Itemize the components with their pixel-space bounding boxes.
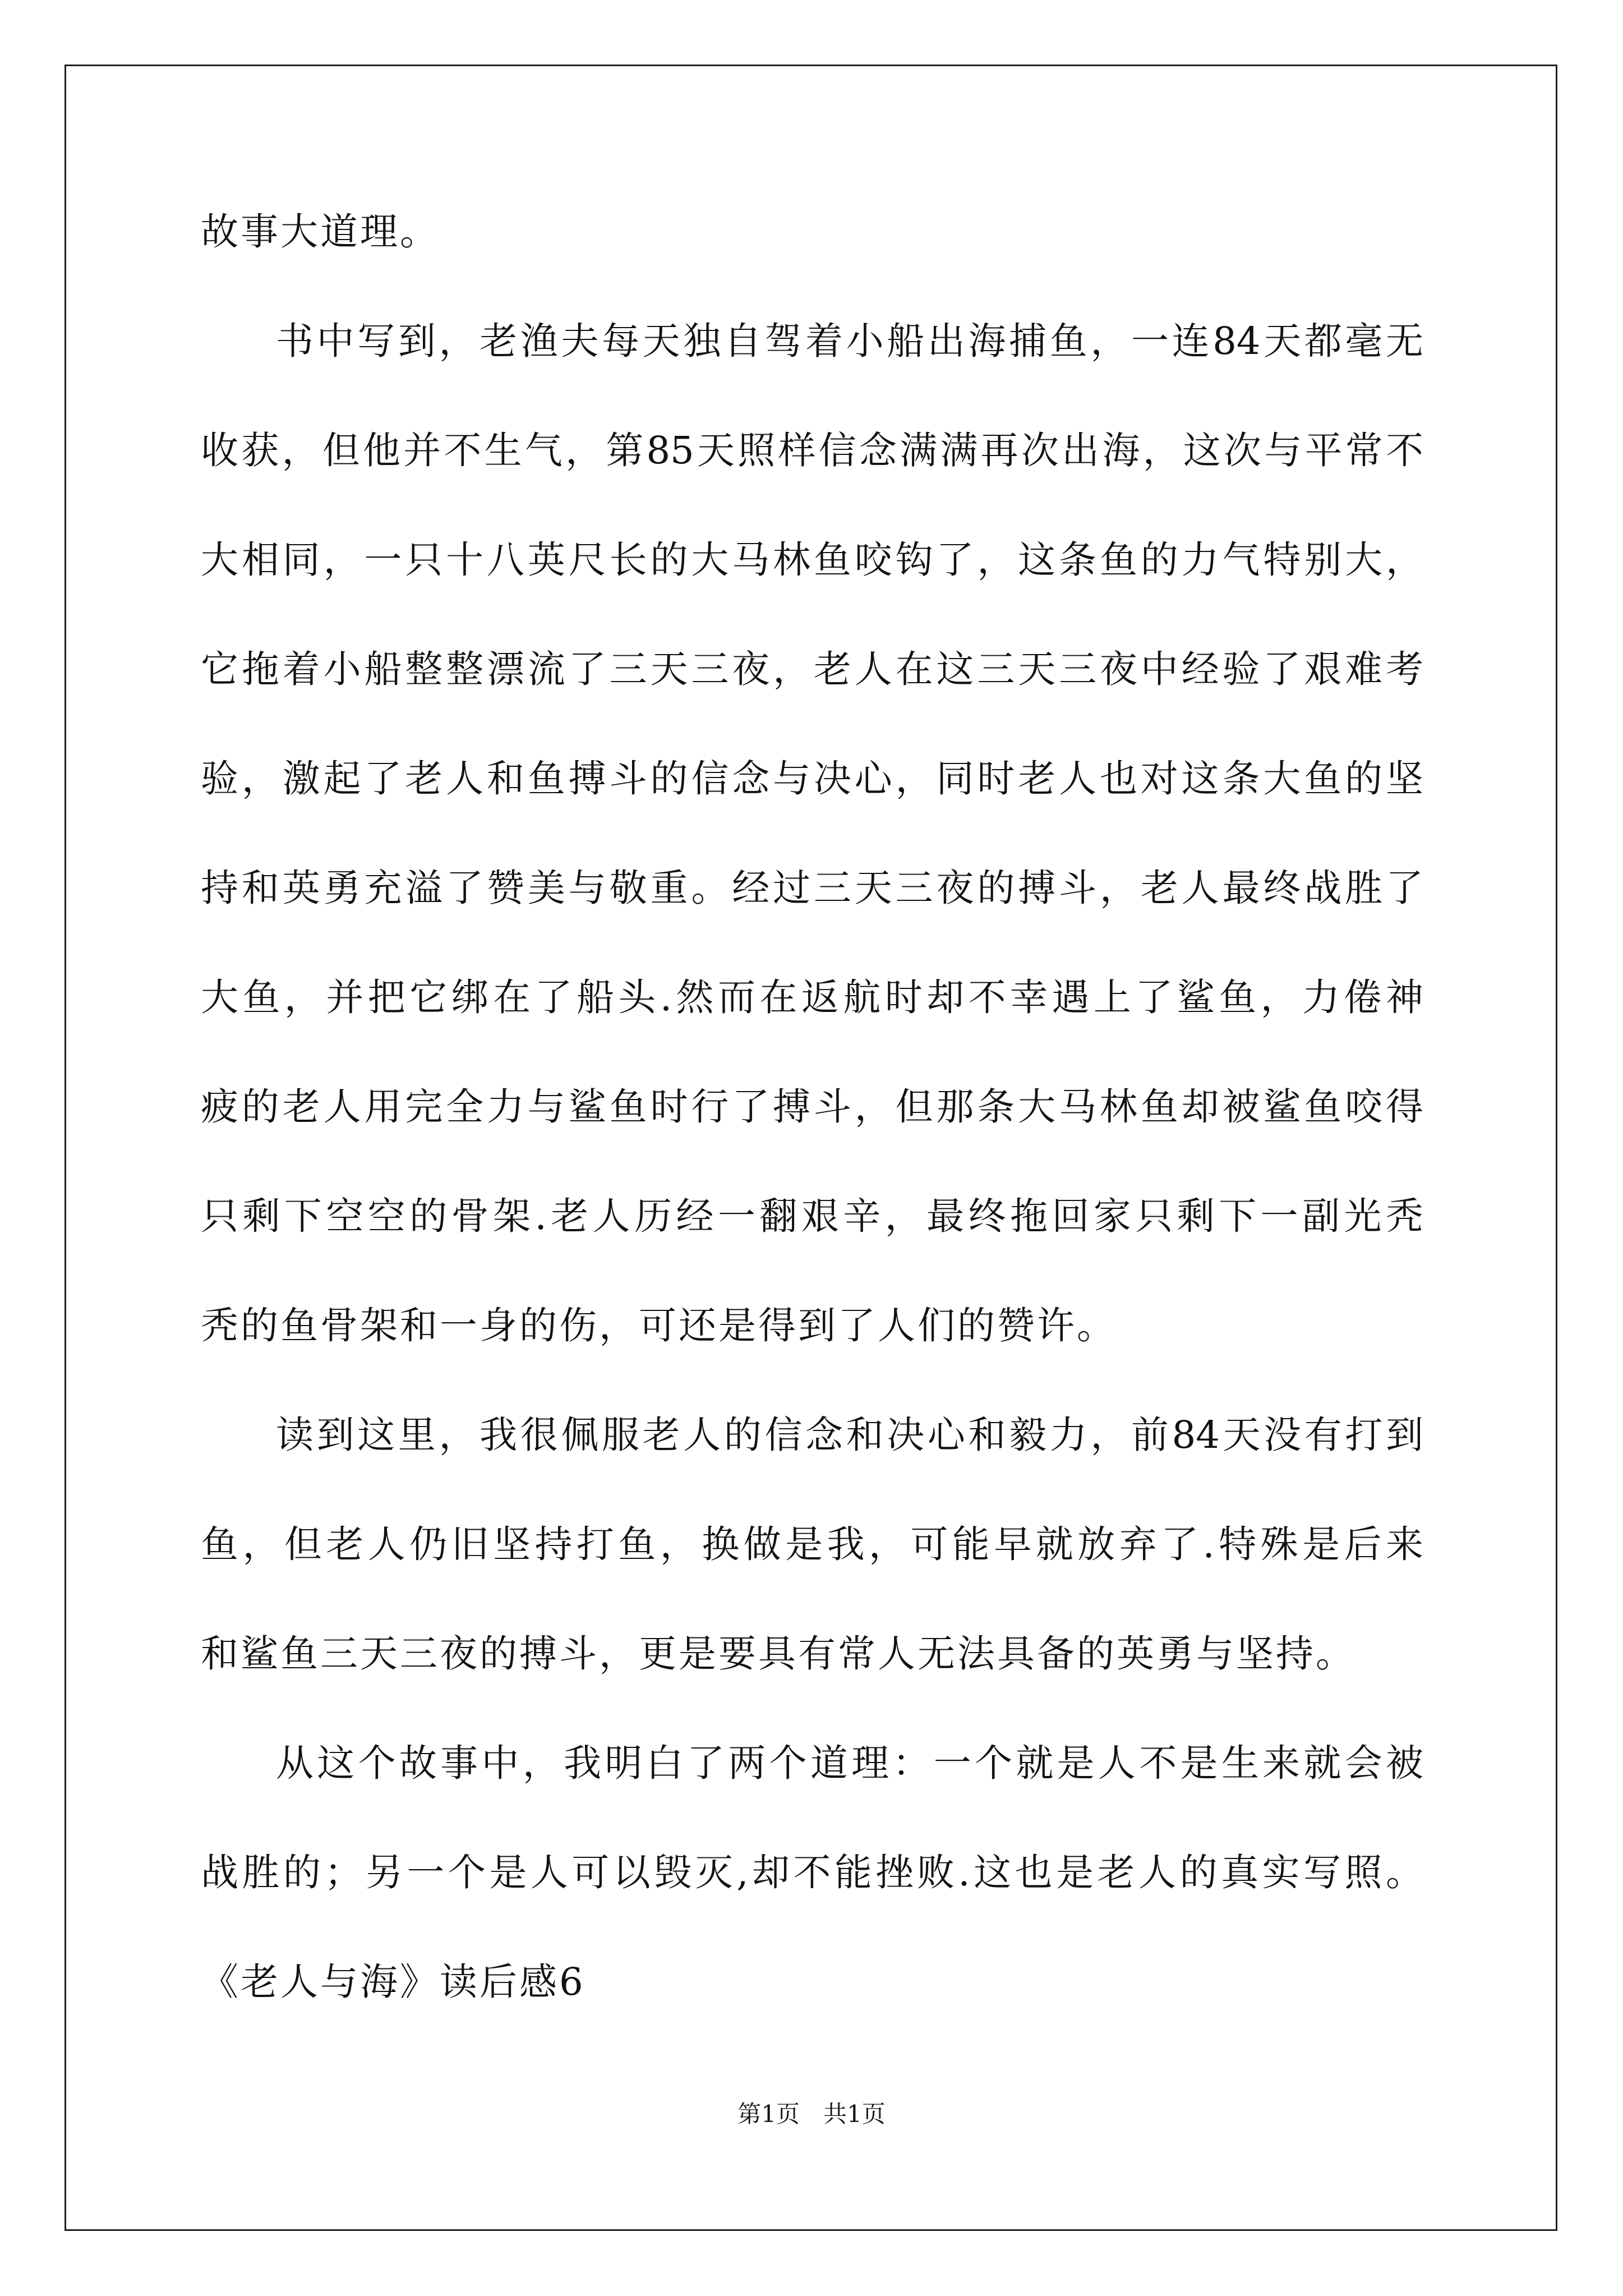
body-line: 大鱼，并把它绑在了船头.然而在返航时却不幸遇上了鲨鱼，力倦神 [201,976,1423,1019]
section-heading: 《老人与海》读后感6 [201,1960,585,2004]
page-number-footer: 第1页 共1页 [737,2100,886,2128]
body-line: 大相同，一只十八英尺长的大马林鱼咬钩了，这条鱼的力气特别大， [201,538,1423,582]
body-line: 验，激起了老人和鱼搏斗的信念与决心，同时老人也对这条大鱼的坚 [201,757,1423,800]
body-line: 读到这里，我很佩服老人的信念和决心和毅力，前84天没有打到 [276,1413,1423,1457]
body-line: 和鲨鱼三天三夜的搏斗，更是要具有常人无法具备的英勇与坚持。 [201,1632,1355,1676]
body-line: 战胜的；另一个是人可以毁灭,却不能挫败.这也是老人的真实写照。 [201,1851,1423,1894]
body-line: 它拖着小船整整漂流了三天三夜，老人在这三天三夜中经验了艰难考 [201,647,1423,691]
document-body [201,210,1423,2004]
body-line: 秃的鱼骨架和一身的伤，可还是得到了人们的赞许。 [201,1304,1117,1347]
body-line: 书中写到，老渔夫每天独自驾着小船出海捕鱼，一连84天都毫无 [276,319,1423,363]
body-line: 鱼，但老人仍旧坚持打鱼，换做是我，可能早就放弃了.特殊是后来 [201,1522,1423,1566]
body-line: 持和英勇充溢了赞美与敬重。经过三天三夜的搏斗，老人最终战胜了 [201,866,1423,910]
body-line: 从这个故事中，我明白了两个道理：一个就是人不是生来就会被 [276,1741,1423,1785]
body-line: 只剩下空空的骨架.老人历经一翻艰辛，最终拖回家只剩下一副光秃 [201,1194,1423,1238]
body-line: 故事大道理。 [201,210,440,254]
body-line: 收获，但他并不生气，第85天照样信念满满再次出海，这次与平常不 [201,429,1423,472]
body-line: 疲的老人用完全力与鲨鱼时行了搏斗，但那条大马林鱼却被鲨鱼咬得 [201,1085,1423,1129]
